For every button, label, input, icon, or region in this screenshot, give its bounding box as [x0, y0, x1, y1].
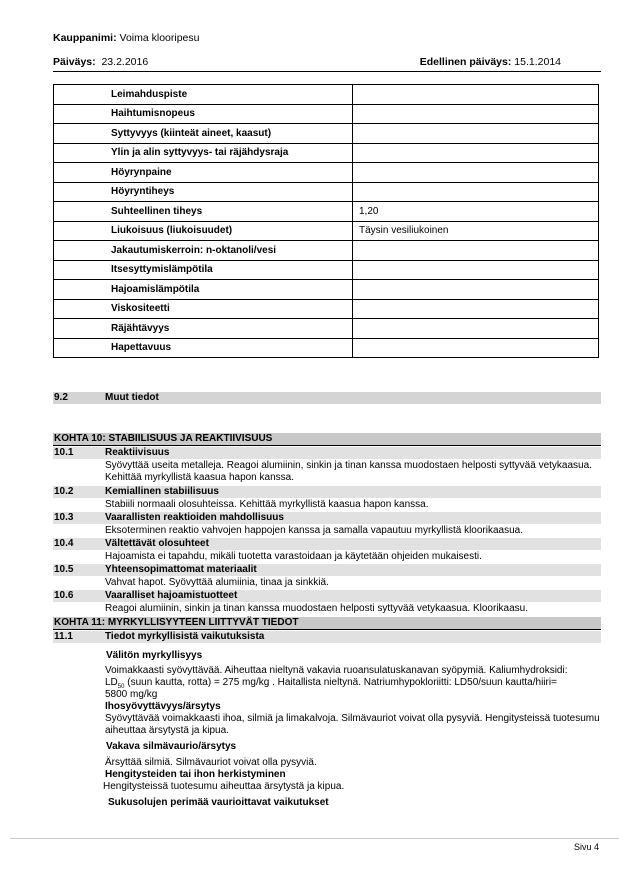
- sensitisation-title: Hengitysteiden tai ihon herkistyminen: [105, 769, 286, 780]
- eye-damage-text: Ärsyttää silmiä. Silmävauriot voivat olla pysyviä.: [105, 757, 317, 768]
- property-row: [54, 143, 599, 163]
- property-label: Hapettavuus: [54, 338, 353, 358]
- date-line: [53, 56, 148, 68]
- section-title: Muut tiedot: [105, 392, 159, 403]
- property-label: Jakautumiskerroin: n-oktanoli/vesi: [54, 241, 353, 261]
- property-value: [353, 241, 599, 261]
- subsection-number: 10.6: [54, 590, 74, 601]
- property-value: [353, 124, 599, 144]
- company-label: Kauppanimi:: [53, 32, 117, 44]
- section-10-rule: [53, 445, 601, 446]
- property-row: [54, 299, 599, 319]
- subsection-text: Hajoamista ei tapahdu, mikäli tuotetta varastoidaan ja käytetään ohjeiden mukaisesti.: [105, 551, 482, 562]
- section-11-rule: [53, 629, 601, 630]
- germ-cell-title: Sukusolujen perimää vaurioittavat vaikutukset: [108, 797, 329, 808]
- previous-date-line: [420, 56, 561, 68]
- subsection-title: Kemiallinen stabiilisuus: [105, 486, 219, 497]
- subsection-title: Reaktiivisuus: [105, 447, 170, 458]
- property-label: Leimahduspiste: [54, 85, 353, 105]
- acute-toxicity-line-1: Voimakkaasti syövyttävää. Aiheuttaa nieltynä vakavia ruoansulatuskanavan syöpymiä. Kaliumhydroksidi:: [105, 665, 568, 676]
- subsection-title: Vaaralliset hajoamistuotteet: [105, 590, 238, 601]
- subsection-text: Eksoterminen reaktio vahvojen happojen kanssa ja samalla vapautuu myrkyllistä kloorikaasua.: [105, 525, 523, 536]
- section-11-heading: [53, 617, 601, 629]
- subsection-bar: [53, 512, 601, 524]
- property-value: [353, 260, 599, 280]
- property-label: Viskositeetti: [54, 299, 353, 319]
- subsection-text: Reagoi alumiinin, sinkin ja tinan kanssa muodostaen helposti syttyvää vetykaasua. Kloorikaasu.: [105, 603, 529, 614]
- property-row: [54, 221, 599, 241]
- subsection-number: 10.4: [54, 538, 74, 549]
- subsection-number: 11.1: [54, 631, 73, 642]
- property-label: Itsesyttymislämpötila: [54, 260, 353, 280]
- subsection-title: Vältettävät olosuhteet: [105, 538, 209, 549]
- previous-date-label: Edellinen päiväys:: [419, 56, 512, 68]
- property-row: [54, 241, 599, 261]
- subsection-bar: [53, 590, 601, 602]
- property-row: [54, 202, 599, 222]
- subsection-text: Stabiili normaali olosuhteissa. Kehittää myrkyllistä kaasua hapon kanssa.: [105, 499, 429, 510]
- property-row: [54, 104, 599, 124]
- property-label: Suhteellinen tiheys: [54, 202, 353, 222]
- property-label: Haihtumisnopeus: [54, 104, 353, 124]
- property-value: 1,20: [353, 202, 599, 222]
- subsection-title: Yhteensopimattomat materiaalit: [105, 564, 257, 575]
- property-value: [353, 104, 599, 124]
- property-label: Liukoisuus (liukoisuudet): [54, 221, 353, 241]
- property-value: [353, 338, 599, 358]
- property-value: Täysin vesiliukoinen: [353, 221, 599, 241]
- property-label: Ylin ja alin syttyvyys- tai räjähdysraja: [54, 143, 353, 163]
- eye-damage-title: Vakava silmävaurio/ärsytys: [106, 741, 237, 752]
- property-row: [54, 182, 599, 202]
- ld-label: LD: [105, 677, 118, 688]
- skin-corrosion-title: Ihosyövyttävyys/ärsytys: [105, 701, 221, 712]
- date-label: Päiväys:: [53, 56, 96, 68]
- skin-corrosion-text: Syövyttävää voimakkaasti ihoa, silmiä ja limakalvoja. Silmävauriot voivat olla pysyviä. Hengitysteissä tuotesumu aiheuttaa ärsytystä ja kipua.: [105, 713, 600, 736]
- acute-toxicity-line-2-text: (suun kautta, rotta) = 275 mg/kg . Haitallista nieltynä. Natriumhypokloriitti: LD50/suun kautta/hiiri=: [124, 677, 557, 688]
- subsection-number: 10.5: [54, 564, 74, 575]
- date-value: 23.2.2016: [101, 56, 149, 68]
- property-row: [54, 280, 599, 300]
- property-label: Hajoamislämpötila: [54, 280, 353, 300]
- acute-toxicity-line-3: 5800 mg/kg: [105, 689, 158, 700]
- previous-date-value: 15.1.2014: [514, 56, 561, 68]
- subsection-number: 10.2: [54, 486, 74, 497]
- property-label: Räjähtävyys: [54, 319, 353, 339]
- property-row: [54, 85, 599, 105]
- subsection-text: Syövyttää useita metalleja. Reagoi alumiinin, sinkin ja tinan kanssa muodostaen helposti syttyvää vetykaasua. Kehittää myrkyllistä kaasua hapon kanssa.: [105, 460, 592, 483]
- subsection-bar: [53, 564, 601, 576]
- property-value: [353, 280, 599, 300]
- subsection-bar: [53, 486, 601, 498]
- property-row: [54, 338, 599, 358]
- section-9-2-bar: [53, 392, 601, 404]
- property-label: Höyrynpaine: [54, 163, 353, 183]
- subsection-number: 10.3: [54, 512, 74, 523]
- property-row: [54, 163, 599, 183]
- property-row: [54, 124, 599, 144]
- section-10-heading: [53, 433, 601, 445]
- subsection-bar: [53, 538, 601, 550]
- acute-toxicity-title: Välitön myrkyllisyys: [106, 650, 203, 661]
- subsection-text: Vahvat hapot. Syövyttää alumiinia, tinaa ja sinkkiä.: [105, 577, 329, 588]
- property-label: Höyryntiheys: [54, 182, 353, 202]
- footer-rule: [10, 838, 619, 839]
- subsection-bar: [53, 447, 601, 459]
- section-number: 9.2: [54, 392, 68, 403]
- subsection-title: Vaarallisten reaktioiden mahdollisuus: [105, 512, 284, 523]
- property-value: [353, 182, 599, 202]
- property-value: [353, 85, 599, 105]
- property-value: [353, 299, 599, 319]
- subsection-bar: [53, 631, 601, 643]
- company-line: [53, 32, 199, 44]
- property-value: [353, 143, 599, 163]
- property-row: [54, 260, 599, 280]
- property-value: [353, 163, 599, 183]
- property-label: Syttyvyys (kiinteät aineet, kaasut): [54, 124, 353, 144]
- properties-table: [53, 84, 599, 358]
- subsection-number: 10.1: [54, 447, 74, 458]
- page-number: Sivu 4: [573, 842, 599, 852]
- company-value: Voima klooripesu: [119, 32, 200, 44]
- header-rule: [53, 71, 601, 72]
- section-10-title: KOHTA 10: STABIILISUUS JA REAKTIIVISUUS: [54, 433, 273, 444]
- section-11-title: KOHTA 11: MYRKYLLISYYTEEN LIITTYVÄT TIEDOT: [54, 617, 299, 628]
- sensitisation-text: Hengitysteissä tuotesumu aiheuttaa ärsytystä ja kipua.: [103, 781, 345, 792]
- subsection-title: Tiedot myrkyllisistä vaikutuksista: [105, 631, 265, 642]
- property-value: [353, 319, 599, 339]
- ld-subscript: 50: [117, 684, 125, 690]
- property-row: [54, 319, 599, 339]
